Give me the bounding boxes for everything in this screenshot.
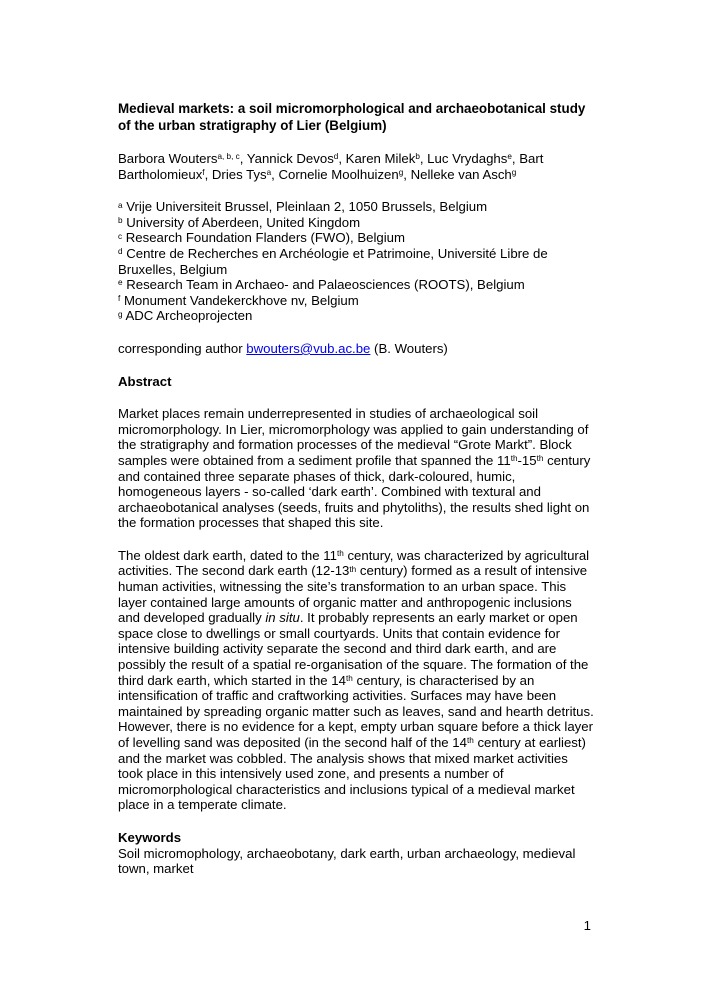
superscript: th (345, 673, 353, 683)
superscript: b (415, 152, 420, 162)
text-segment: Barbora Wouters (118, 151, 218, 166)
affiliation-line-e (118, 277, 596, 293)
text-segment: Monument Vandekerckhove nv, Belgium (120, 292, 359, 308)
text-segment: century, is characterised by an intensification of traffic and craftworking activities. Surfaces may have been maintained by spreading organic matter such as leaves, sand and hearth detritus. However, there is no evidence for a kept, empty urban square before a thick layer of levelling sand was deposited (in the second half of the 14 (118, 672, 594, 750)
text-segment: century at earliest) and the market was cobbled. The analysis shows that mixed market activities took place in this intensively used zone, and presents a number of micromorphological characteristics and inclusions typical of a medieval market place in a temperate climate. (118, 735, 586, 813)
text-segment: . It probably represents an early market or open space close to dwellings or small courtyards. Units that contain evidence for intensive building activity separate the second and third dark earth, and are possibly the result of a spatial re-organisation of the square. The formation of the third dark earth, which started in the 14 (118, 610, 589, 688)
superscript: th (466, 736, 474, 746)
affiliation-line-f (118, 293, 596, 309)
superscript: th (510, 454, 518, 464)
affiliation-line-a (118, 199, 596, 215)
text-segment: corresponding author (118, 340, 247, 356)
superscript: g (511, 167, 517, 177)
text-segment: Research Foundation Flanders (FWO), Belgium (122, 230, 406, 246)
superscript: b (118, 216, 123, 226)
text-segment: , Cornelie Moolhuizen (271, 166, 399, 182)
abstract-paragraph-1 (118, 406, 596, 531)
text-segment: ADC Archeoprojecten (122, 308, 253, 324)
superscript: a, b, c (217, 152, 240, 162)
italic-text: in situ (265, 610, 300, 626)
email-link[interactable]: bwouters@vub.ac.be (246, 340, 371, 356)
affiliation-line-b (118, 215, 596, 231)
text-segment: Research Team in Archaeo- and Palaeosciences (ROOTS), Belgium (122, 277, 525, 293)
text-segment: , Luc Vrydaghs (419, 151, 508, 166)
text-segment: , Karen Milek (338, 151, 416, 166)
text-segment: , Dries Tys (204, 166, 267, 182)
superscript: g (118, 309, 123, 319)
superscript: a (118, 200, 123, 210)
text-segment: The oldest dark earth, dated to the 11 (118, 547, 337, 563)
corresponding-author-line (118, 341, 596, 357)
superscript: a (266, 167, 272, 177)
superscript: c (118, 231, 123, 241)
text-segment: , Yannick Devos (239, 151, 334, 166)
superscript: d (118, 247, 123, 257)
text-segment: , Bart Bartholomieux (118, 151, 544, 182)
text-segment: , Nelleke van Asch (403, 166, 512, 182)
affiliation-line-g (118, 308, 596, 324)
superscript: g (398, 167, 404, 177)
text-segment: (B. Wouters) (370, 340, 448, 356)
superscript: th (349, 564, 357, 574)
text-segment: Market places remain underrepresented in studies of archaeological soil micromorphology. In Lier, micromorphology was applied to gain understanding of the stratigraphy and formation processes of the medieval “Grote Markt”. Block samples were obtained from a sediment profile that spanned the 11 (118, 406, 589, 468)
page-number: 1 (583, 918, 591, 933)
affiliation-line-c (118, 230, 596, 246)
paper-title: Medieval markets: a soil micromorphological and archaeobotanical study of the urban stratigraphy of Lier (Belgium) (118, 101, 586, 133)
text-column (118, 101, 596, 894)
keywords-heading: Keywords (118, 829, 182, 845)
text-segment: century and contained three separate phases of thick, dark-coloured, humic, homogeneous layers - so-called ‘dark earth’. Combined with textural and archaeobotanical analyses (seeds, fruits and phytoliths), the results shed light on the formation processes that shaped this site. (118, 452, 591, 531)
abstract-paragraph-2 (118, 548, 596, 813)
text-segment: University of Aberdeen, United Kingdom (122, 214, 361, 230)
superscript: d (333, 152, 339, 162)
superscript: th (536, 454, 544, 464)
abstract-heading: Abstract (118, 373, 172, 389)
text-segment: -15 (517, 452, 537, 468)
superscript: f (118, 294, 121, 304)
text-segment: century, was characterized by agricultural activities. The second dark earth (12-13 (118, 547, 590, 579)
superscript: f (202, 167, 205, 177)
text-segment: century) formed as a result of intensive human activities, witnessing the site’s transformation to an urban space. This layer contained large amounts of organic matter and anthropogenic inclusions and developed gradually (118, 563, 588, 626)
text-segment: Centre de Recherches en Archéologie et Patrimoine, Université Libre de Bruxelles, Belgium (118, 245, 548, 277)
affiliations-list (118, 199, 596, 324)
superscript: e (118, 278, 123, 288)
affiliation-line-d (118, 246, 596, 277)
superscript: e (507, 152, 512, 162)
author-line (118, 151, 596, 182)
text-segment: Vrije Universiteit Brussel, Pleinlaan 2, 1050 Brussels, Belgium (122, 199, 488, 215)
keywords-text: Soil micromophology, archaeobotany, dark earth, urban archaeology, medieval town, market (118, 845, 576, 877)
superscript: th (336, 549, 344, 559)
